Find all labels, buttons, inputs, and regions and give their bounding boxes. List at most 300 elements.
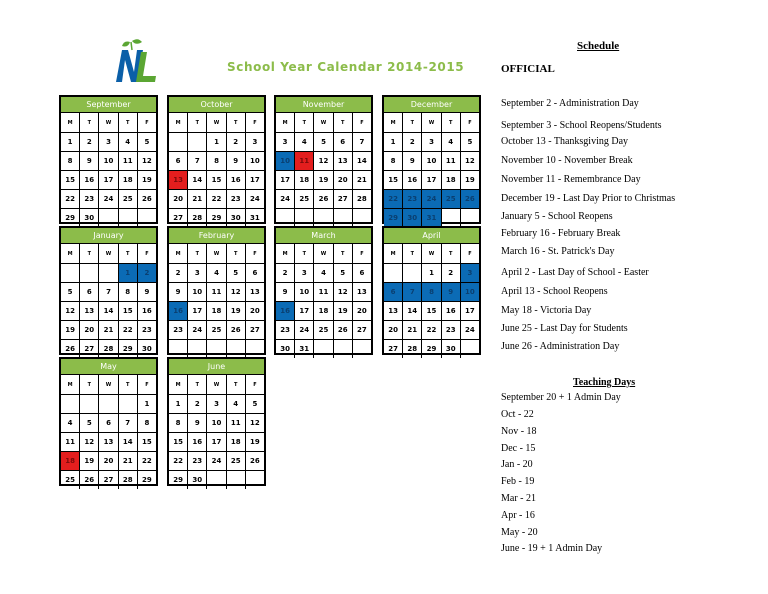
day-cell: 22 <box>142 457 152 465</box>
week-row <box>169 471 264 489</box>
day-cell: 4 <box>442 133 461 151</box>
day-cell: 1 <box>169 395 188 413</box>
day-cell: 18 <box>314 302 333 320</box>
day-cell: 13 <box>169 171 188 189</box>
day-cell: 15 <box>384 171 403 189</box>
weekday-label: F <box>468 250 472 257</box>
day-cell: 6 <box>99 414 118 432</box>
week-row <box>169 321 264 340</box>
weekday-label: F <box>253 381 257 388</box>
week-row <box>61 471 156 489</box>
day-cell <box>61 264 80 282</box>
weekday-label: W <box>422 244 441 263</box>
day-cell: 22 <box>422 321 441 339</box>
day-cell: 27 <box>169 209 188 227</box>
day-cell: 16 <box>169 302 188 320</box>
day-cell: 30 <box>227 209 246 227</box>
day-cell: 30 <box>403 209 422 227</box>
weekday-label: T <box>227 375 246 394</box>
day-cell <box>188 340 207 358</box>
weekday-header-row <box>276 113 371 133</box>
day-cell: 30 <box>188 471 207 489</box>
day-cell: 16 <box>227 171 246 189</box>
day-cell: 14 <box>99 302 118 320</box>
weekday-label: W <box>314 113 333 132</box>
weekday-label: F <box>253 250 257 257</box>
day-cell: 27 <box>250 326 260 334</box>
week-row <box>276 302 371 321</box>
day-cell: 9 <box>188 414 207 432</box>
day-cell: 19 <box>250 438 260 446</box>
day-cell: 8 <box>144 419 150 427</box>
day-cell: 19 <box>314 171 333 189</box>
week-row <box>169 209 264 227</box>
month-december <box>382 95 481 224</box>
day-cell: 1 <box>119 264 138 282</box>
week-row <box>61 152 156 171</box>
day-cell: 3 <box>422 133 441 151</box>
weekday-label: F <box>253 119 257 126</box>
weekday-label: T <box>119 113 138 132</box>
day-cell: 20 <box>357 307 367 315</box>
day-cell: 3 <box>99 133 118 151</box>
day-cell: 12 <box>142 157 152 165</box>
day-cell <box>353 340 371 358</box>
weekday-header-row <box>276 244 371 264</box>
day-cell: 23 <box>276 321 295 339</box>
day-cell: 7 <box>403 283 422 301</box>
day-cell: 9 <box>442 283 461 301</box>
weekday-header-row <box>169 244 264 264</box>
weekday-label: T <box>80 375 99 394</box>
weekday-label: W <box>99 244 118 263</box>
day-cell: 31 <box>250 214 260 222</box>
day-cell: 29 <box>119 340 138 358</box>
day-cell: 25 <box>207 321 226 339</box>
week-row <box>384 340 479 358</box>
day-cell: 24 <box>295 321 314 339</box>
month-title: February <box>169 228 264 244</box>
teaching-days-line: Feb - 19 <box>501 476 535 487</box>
day-cell: 24 <box>99 190 118 208</box>
day-cell <box>276 209 295 227</box>
month-april <box>382 226 481 355</box>
day-cell: 27 <box>334 190 353 208</box>
day-cell: 17 <box>188 302 207 320</box>
week-row <box>169 395 264 414</box>
day-cell: 11 <box>295 152 314 170</box>
day-cell <box>80 395 99 413</box>
month-title: June <box>169 359 264 375</box>
day-cell: 15 <box>207 171 226 189</box>
day-cell: 18 <box>442 171 461 189</box>
teaching-days-line: September 20 + 1 Admin Day <box>501 392 621 403</box>
day-cell: 3 <box>207 395 226 413</box>
day-cell: 10 <box>250 157 260 165</box>
day-cell: 29 <box>384 209 403 227</box>
day-cell: 4 <box>61 414 80 432</box>
weekday-header-row <box>61 113 156 133</box>
day-cell: 30 <box>142 345 152 353</box>
weekday-label: W <box>207 375 226 394</box>
day-cell: 26 <box>142 195 152 203</box>
day-cell: 17 <box>422 171 441 189</box>
day-cell: 25 <box>227 452 246 470</box>
teaching-days-line: May - 20 <box>501 527 538 538</box>
weekday-label: F <box>360 250 364 257</box>
weekday-header-row <box>384 244 479 264</box>
week-row <box>61 452 156 471</box>
day-cell <box>227 471 246 489</box>
day-cell: 23 <box>80 190 99 208</box>
day-cell <box>188 133 207 151</box>
day-cell: 15 <box>119 302 138 320</box>
day-cell: 29 <box>142 476 152 484</box>
day-cell: 21 <box>403 321 422 339</box>
day-cell <box>314 209 333 227</box>
day-cell: 4 <box>314 264 333 282</box>
day-cell: 2 <box>188 395 207 413</box>
week-row <box>384 283 479 302</box>
weekday-label: W <box>207 244 226 263</box>
day-cell: 2 <box>169 264 188 282</box>
day-cell: 10 <box>422 152 441 170</box>
day-cell: 22 <box>61 190 80 208</box>
day-cell: 6 <box>80 283 99 301</box>
day-cell: 2 <box>403 133 422 151</box>
day-cell: 25 <box>295 190 314 208</box>
week-row <box>384 133 479 152</box>
day-cell: 23 <box>142 326 152 334</box>
schedule-event: March 16 - St. Patrick's Day <box>501 246 615 257</box>
weekday-label: T <box>227 113 246 132</box>
day-cell <box>461 340 479 358</box>
week-row <box>384 190 479 209</box>
day-cell: 12 <box>250 419 260 427</box>
day-cell: 10 <box>188 283 207 301</box>
day-cell <box>119 395 138 413</box>
day-cell: 5 <box>334 264 353 282</box>
weekday-label: M <box>169 244 188 263</box>
schedule-event: February 16 - February Break <box>501 228 621 239</box>
day-cell: 1 <box>144 400 150 408</box>
month-title: December <box>384 97 479 113</box>
month-october <box>167 95 266 224</box>
day-cell: 2 <box>442 264 461 282</box>
day-cell: 25 <box>314 321 333 339</box>
day-cell: 8 <box>169 414 188 432</box>
day-cell: 16 <box>276 302 295 320</box>
day-cell: 1 <box>207 133 226 151</box>
day-cell: 20 <box>169 190 188 208</box>
weekday-label: W <box>207 113 226 132</box>
day-cell: 1 <box>384 133 403 151</box>
day-cell: 10 <box>461 283 479 301</box>
teaching-days-line: Apr - 16 <box>501 510 535 521</box>
week-row <box>169 433 264 452</box>
day-cell <box>169 340 188 358</box>
day-cell: 23 <box>442 321 461 339</box>
day-cell: 4 <box>207 264 226 282</box>
day-cell: 29 <box>169 471 188 489</box>
month-title: November <box>276 97 371 113</box>
day-cell <box>403 264 422 282</box>
day-cell: 13 <box>357 288 367 296</box>
day-cell: 18 <box>295 171 314 189</box>
day-cell: 16 <box>80 171 99 189</box>
day-cell: 6 <box>252 269 258 277</box>
schedule-event: April 13 - School Reopens <box>501 286 608 297</box>
weekday-label: T <box>334 113 353 132</box>
weekday-label: T <box>227 244 246 263</box>
day-cell: 2 <box>276 264 295 282</box>
day-cell: 15 <box>142 438 152 446</box>
day-cell: 7 <box>99 283 118 301</box>
day-cell: 7 <box>119 414 138 432</box>
day-cell: 26 <box>80 471 99 489</box>
day-cell <box>384 264 403 282</box>
week-row <box>169 452 264 471</box>
weekday-label: M <box>384 244 403 263</box>
day-cell: 24 <box>188 321 207 339</box>
schedule-event: January 5 - School Reopens <box>501 211 613 222</box>
day-cell: 15 <box>61 171 80 189</box>
weekday-label: T <box>119 375 138 394</box>
day-cell: 21 <box>357 176 367 184</box>
day-cell: 30 <box>442 340 461 358</box>
day-cell: 22 <box>119 321 138 339</box>
weekday-header-row <box>169 113 264 133</box>
day-cell: 26 <box>461 190 479 208</box>
weekday-label: M <box>276 113 295 132</box>
day-cell: 22 <box>384 190 403 208</box>
day-cell: 23 <box>188 452 207 470</box>
day-cell: 27 <box>80 340 99 358</box>
week-row <box>61 209 156 227</box>
day-cell: 9 <box>227 152 246 170</box>
week-row <box>61 414 156 433</box>
weekday-label: F <box>360 119 364 126</box>
week-row <box>61 395 156 414</box>
day-cell: 12 <box>80 433 99 451</box>
month-january <box>59 226 158 355</box>
week-row <box>169 283 264 302</box>
day-cell: 28 <box>188 209 207 227</box>
day-cell: 13 <box>384 302 403 320</box>
day-cell <box>227 340 246 358</box>
weekday-label: W <box>99 375 118 394</box>
day-cell: 2 <box>80 133 99 151</box>
weekday-label: T <box>119 244 138 263</box>
day-cell: 10 <box>295 283 314 301</box>
weekday-header-row <box>384 113 479 133</box>
day-cell <box>334 340 353 358</box>
week-row <box>384 302 479 321</box>
month-march <box>274 226 373 355</box>
week-row <box>276 190 371 209</box>
weekday-label: W <box>422 113 441 132</box>
day-cell: 19 <box>61 321 80 339</box>
day-cell: 5 <box>467 138 473 146</box>
day-cell: 26 <box>334 321 353 339</box>
day-cell: 8 <box>422 283 441 301</box>
day-cell: 16 <box>403 171 422 189</box>
day-cell <box>461 209 479 227</box>
month-september <box>59 95 158 224</box>
schedule-event: September 2 - Administration Day <box>501 98 639 109</box>
day-cell: 23 <box>403 190 422 208</box>
weekday-label: M <box>276 244 295 263</box>
month-november <box>274 95 373 224</box>
day-cell: 19 <box>227 302 246 320</box>
day-cell: 3 <box>461 264 479 282</box>
day-cell: 5 <box>80 414 99 432</box>
day-cell <box>334 209 353 227</box>
weekday-label: M <box>384 113 403 132</box>
day-cell <box>442 209 461 227</box>
weekday-label: M <box>61 375 80 394</box>
day-cell <box>80 264 99 282</box>
day-cell <box>353 209 371 227</box>
schedule-event: May 18 - Victoria Day <box>501 305 592 316</box>
month-may <box>59 357 158 486</box>
day-cell: 22 <box>207 190 226 208</box>
day-cell: 17 <box>276 171 295 189</box>
day-cell: 21 <box>188 190 207 208</box>
day-cell: 12 <box>227 283 246 301</box>
day-cell: 8 <box>384 152 403 170</box>
teaching-days-line: Nov - 18 <box>501 426 537 437</box>
week-row <box>276 264 371 283</box>
week-row <box>169 414 264 433</box>
week-row <box>169 302 264 321</box>
day-cell: 20 <box>99 452 118 470</box>
day-cell: 8 <box>61 152 80 170</box>
day-cell: 24 <box>465 326 475 334</box>
day-cell <box>99 209 118 227</box>
week-row <box>169 171 264 190</box>
day-cell: 14 <box>119 433 138 451</box>
week-row <box>384 171 479 190</box>
day-cell: 17 <box>465 307 475 315</box>
weekday-label: M <box>61 113 80 132</box>
week-row <box>61 283 156 302</box>
day-cell: 31 <box>295 340 314 358</box>
weekday-label: T <box>188 375 207 394</box>
week-row <box>61 302 156 321</box>
day-cell: 14 <box>357 157 367 165</box>
day-cell: 3 <box>252 138 258 146</box>
weekday-label: T <box>188 113 207 132</box>
week-row <box>384 321 479 340</box>
day-cell <box>99 264 118 282</box>
day-cell: 14 <box>188 171 207 189</box>
teaching-days-line: June - 19 + 1 Admin Day <box>501 543 603 554</box>
month-title: March <box>276 228 371 244</box>
day-cell: 21 <box>99 321 118 339</box>
day-cell: 24 <box>207 452 226 470</box>
day-cell: 13 <box>334 152 353 170</box>
week-row <box>169 133 264 152</box>
day-cell: 28 <box>99 340 118 358</box>
teaching-days-heading: Teaching Days <box>573 377 636 388</box>
month-title: April <box>384 228 479 244</box>
week-row <box>169 340 264 358</box>
day-cell: 11 <box>119 152 138 170</box>
month-june <box>167 357 266 486</box>
schedule-event: November 10 - November Break <box>501 155 633 166</box>
day-cell: 20 <box>384 321 403 339</box>
day-cell: 11 <box>314 283 333 301</box>
day-cell: 17 <box>250 176 260 184</box>
weekday-label: T <box>442 244 461 263</box>
weekday-label: T <box>80 244 99 263</box>
weekday-header-row <box>61 375 156 395</box>
calendar-grid <box>59 95 475 484</box>
day-cell: 11 <box>227 414 246 432</box>
day-cell: 26 <box>250 457 260 465</box>
weekday-label: F <box>145 119 149 126</box>
weekday-label: F <box>468 119 472 126</box>
day-cell: 8 <box>207 152 226 170</box>
teaching-days-line: Jan - 20 <box>501 459 533 470</box>
day-cell: 23 <box>169 321 188 339</box>
day-cell: 10 <box>207 414 226 432</box>
schedule-event: June 26 - Administration Day <box>501 341 620 352</box>
day-cell: 18 <box>207 302 226 320</box>
day-cell: 5 <box>314 133 333 151</box>
week-row <box>61 190 156 209</box>
day-cell: 5 <box>252 400 258 408</box>
teaching-days-line: Dec - 15 <box>501 443 536 454</box>
schedule-event: April 2 - Last Day of School - Easter <box>501 267 649 278</box>
week-row <box>384 152 479 171</box>
week-row <box>276 152 371 171</box>
week-row <box>169 190 264 209</box>
day-cell: 20 <box>80 321 99 339</box>
day-cell: 20 <box>250 307 260 315</box>
month-title: October <box>169 97 264 113</box>
week-row <box>276 133 371 152</box>
week-row <box>61 321 156 340</box>
day-cell: 11 <box>61 433 80 451</box>
day-cell: 30 <box>80 209 99 227</box>
day-cell: 12 <box>465 157 475 165</box>
day-cell: 6 <box>384 283 403 301</box>
day-cell: 18 <box>227 433 246 451</box>
day-cell: 28 <box>403 340 422 358</box>
day-cell: 17 <box>99 171 118 189</box>
weekday-label: T <box>188 244 207 263</box>
schedule-event: December 19 - Last Day Prior to Christmas <box>501 193 676 204</box>
day-cell: 29 <box>61 209 80 227</box>
week-row <box>169 152 264 171</box>
day-cell: 27 <box>357 326 367 334</box>
day-cell <box>169 133 188 151</box>
weekday-label: T <box>334 244 353 263</box>
day-cell: 11 <box>442 152 461 170</box>
day-cell <box>119 209 138 227</box>
day-cell: 6 <box>169 152 188 170</box>
weekday-label: T <box>403 113 422 132</box>
day-cell: 14 <box>403 302 422 320</box>
weekday-label: T <box>403 244 422 263</box>
schedule-event: June 25 - Last Day for Students <box>501 323 628 334</box>
day-cell: 19 <box>80 452 99 470</box>
day-cell: 19 <box>142 176 152 184</box>
day-cell: 12 <box>314 152 333 170</box>
weekday-label: M <box>61 244 80 263</box>
